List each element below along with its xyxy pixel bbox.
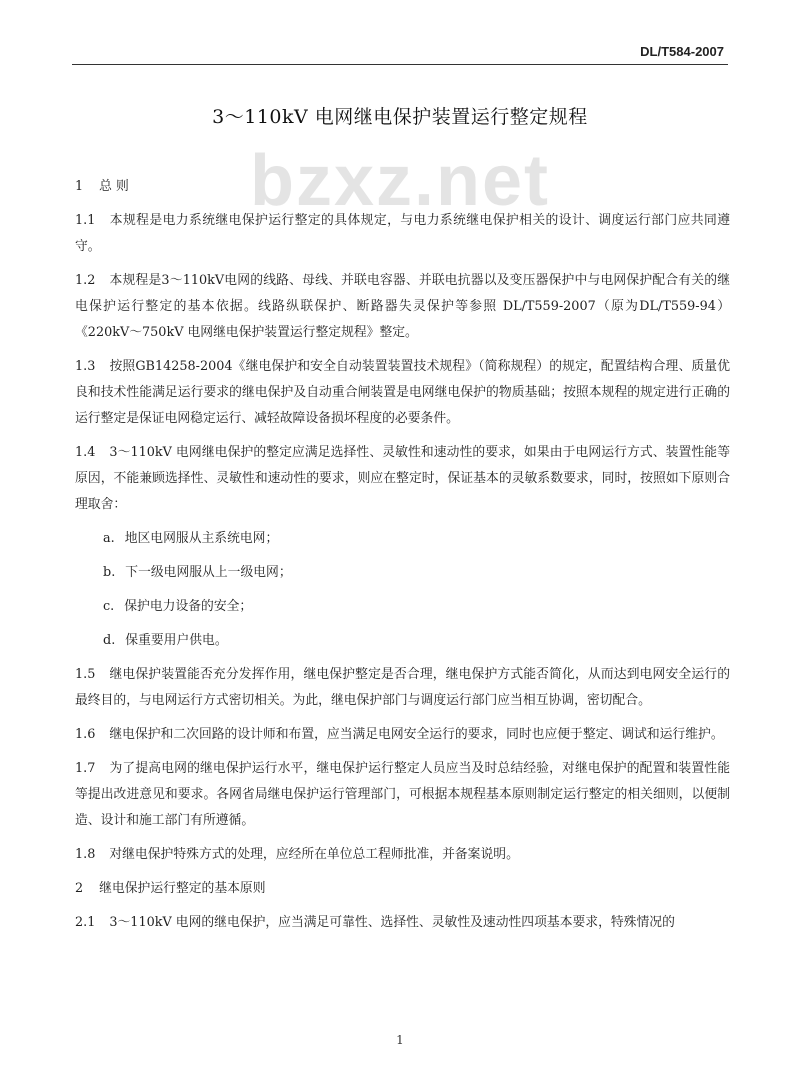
clause-paragraph (75, 722, 730, 748)
clause-text: 继电保护装置能否充分发挥作用，继电保护整定是否合理，继电保护方式能否简化，从而达到电网安全运行的最终目的，与电网运行方式密切相关。为此，继电保护部门与调度运行部门应当相互协调，密切配合。 (75, 667, 730, 708)
watermark: bzxz.net (249, 141, 551, 221)
list-item-text: 地区电网服从主系统电网； (124, 531, 279, 546)
clause-number: 1.1 (75, 213, 96, 228)
document-title: 3～110kV 电网继电保护装置运行整定规程 (212, 106, 588, 128)
clause-paragraph (75, 910, 730, 936)
clause-paragraph (75, 268, 730, 346)
list-item-text: 下一级电网服从上一级电网； (125, 565, 292, 580)
clause-number: 1.3 (75, 359, 96, 374)
clause-paragraph (75, 662, 730, 714)
clause-text: 3～110kV 电网的继电保护，应当满足可靠性、选择性、灵敏性及速动性四项基本要求，特殊情况的 (109, 915, 675, 930)
list-item (75, 594, 730, 620)
clause-text: 继电保护和二次回路的设计师和布置，应当满足电网安全运行的要求，同时也应便于整定、调试和运行维护。 (109, 727, 724, 742)
section-heading (75, 876, 730, 902)
header-rule (72, 64, 728, 65)
list-marker: b. (103, 565, 116, 580)
clause-number: 1.2 (75, 273, 96, 288)
clause-number: 1.6 (75, 727, 96, 742)
clause-text: 按照GB14258-2004《继电保护和安全自动装置装置技术规程》（简称规程）的规定，配置结构合理、质量优良和技术性能满足运行要求的继电保护及自动重合闸装置是电网继电保护的物质基础；按照本规程的规定进行正确的运行整定是保证电网稳定运行、减轻故障设备损坏程度的必要条件。 (75, 359, 730, 426)
document-body (75, 174, 730, 944)
clause-text: 本规程是3～110kV电网的线路、母线、并联电容器、并联电抗器以及变压器保护中与电网保护配合有关的继电保护运行整定的基本依据。线路纵联保护、断路器失灵保护等参照 DL/T559-2007（原为DL/T559-94）《220kV～750kV 电网继电保护装置运行整定规程》整定。 (75, 273, 730, 340)
clause-text: 本规程是电力系统继电保护运行整定的具体规定，与电力系统继电保护相关的设计、调度运行部门应共同遵守。 (75, 213, 730, 254)
clause-paragraph (75, 756, 730, 834)
section-heading-text: 继电保护运行整定的基本原则 (99, 881, 266, 896)
page-number: 1 (396, 1033, 404, 1047)
section-heading (75, 174, 730, 200)
section-heading-text: 总 则 (99, 179, 129, 194)
clause-text: 对继电保护特殊方式的处理，应经所在单位总工程师批准，并备案说明。 (109, 847, 519, 862)
list-marker: c. (103, 599, 115, 614)
list-item (75, 560, 730, 586)
list-marker: d. (103, 633, 116, 648)
list-item-text: 保重要用户供电。 (125, 633, 228, 648)
list-item (75, 628, 730, 654)
clause-number: 1.7 (75, 761, 96, 776)
list-item (75, 526, 730, 552)
section-number: 1 (75, 179, 84, 194)
clause-number: 2.1 (75, 915, 96, 930)
clause-number: 1.4 (75, 445, 96, 460)
clause-paragraph (75, 842, 730, 868)
section-number: 2 (75, 881, 84, 896)
clause-text: 为了提高电网的继电保护运行水平，继电保护运行整定人员应当及时总结经验，对继电保护的配置和装置性能等提出改进意见和要求。各网省局继电保护运行管理部门，可根据本规程基本原则制定运行整定的相关细则，以便制造、设计和施工部门有所遵循。 (75, 761, 730, 828)
clause-paragraph (75, 440, 730, 518)
list-marker: a. (103, 531, 115, 546)
clause-text: 3～110kV 电网继电保护的整定应满足选择性、灵敏性和速动性的要求，如果由于电网运行方式、装置性能等原因，不能兼顾选择性、灵敏性和速动性的要求，则应在整定时，保证基本的灵敏系数要求，同时，按照如下原则合理取舍： (75, 445, 730, 512)
clause-number: 1.8 (75, 847, 96, 862)
header-doc-code: DL/T584-2007 (640, 44, 724, 59)
list-item-text: 保护电力设备的安全； (124, 599, 253, 614)
clause-paragraph (75, 354, 730, 432)
clause-number: 1.5 (75, 667, 96, 682)
clause-paragraph (75, 208, 730, 260)
